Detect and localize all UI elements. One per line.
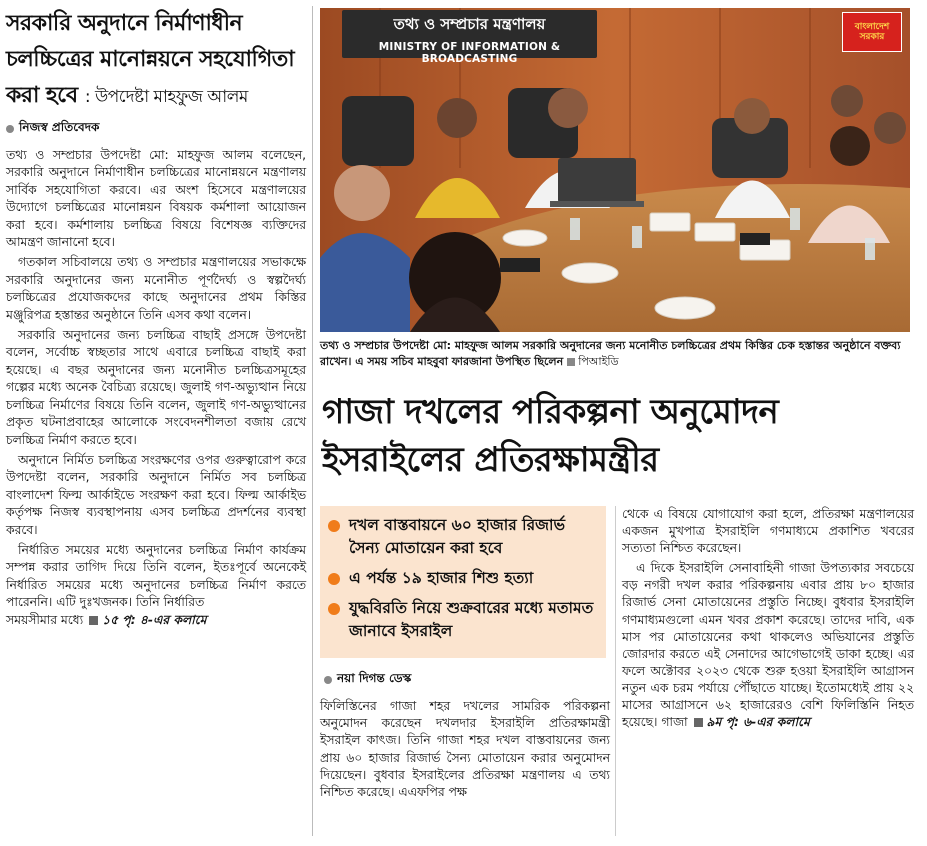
gaza-headline bbox=[322, 388, 917, 484]
paragraph: গতকাল সচিবালয়ে তথ্য ও সম্প্রচার মন্ত্রণালয়ের সভাকক্ষে সরকারি অনুদানের জন্য মনোনীত পূর্ণদৈর্ঘ্য ও স্বল্পদৈর্ঘ্য চলচ্চিত্রের প্রযোজকদের কাছে অনুদানের প্রথম কিস্তির মঞ্জুরিপত্র হস্তান্তর অনুষ্ঠানে তিনি এসব কথা বলেন। bbox=[6, 255, 306, 322]
highlight-text: এ পর্যন্ত ১৯ হাজার শিশু হত্যা bbox=[349, 569, 534, 587]
continuation-square-icon bbox=[694, 718, 703, 727]
meeting-photo bbox=[320, 8, 910, 332]
film-grant-article bbox=[6, 6, 306, 840]
ministry-name-bangla: তথ্য ও সম্প্রচার মন্ত্রণালয় bbox=[393, 15, 546, 33]
headline-attribution: : উপদেষ্টা মাহফুজ আলম bbox=[84, 87, 248, 107]
highlights-box bbox=[320, 506, 606, 658]
byline-text: নয়া দিগন্ত ডেস্ক bbox=[337, 671, 412, 685]
gaza-body-right bbox=[622, 506, 914, 734]
headline-line: ইসরাইলের প্রতিরক্ষামন্ত্রীর bbox=[322, 440, 659, 480]
photo-caption bbox=[320, 338, 912, 370]
ministry-name-english: MINISTRY OF INFORMATION & BROADCASTING bbox=[378, 41, 561, 65]
headline-line: গাজা দখলের পরিকল্পনা অনুমোদন bbox=[322, 392, 779, 432]
headline-line bbox=[6, 78, 306, 115]
bullet-icon bbox=[6, 125, 14, 133]
paragraph: নির্ধারিত সময়ের মধ্যে অনুদানের চলচ্চিত্র নির্মাণ কার্যক্রম সম্পন্ন করার তাগিদ দিয়ে তিনি বলেন, ইতঃপূর্বে অনেকেই নির্ধারিত সময়ের মধ্যে অনুদানের চলচ্চিত্র নির্মাণ করতে পারেননি। এটি দুঃখজনক। তিনি নির্ধারিত bbox=[6, 542, 306, 610]
paragraph: অনুদানে নির্মিত চলচ্চিত্র সংরক্ষণের ওপর গুরুত্বারোপ করে উপদেষ্টা বলেন, সরকারি অনুদানে নির্মিত সব চলচ্চিত্র বাংলাদেশ ফিল্ম আর্কাইভে সংরক্ষণ করা হবে। ফিল্ম আর্কাইভ কর্তৃপক্ষ নিজস্ব ব্যবস্থাপনায় এসব চলচ্চিত্র প্রদর্শনের ব্যবস্থা করবে। bbox=[6, 452, 306, 537]
orange-bullet-icon bbox=[328, 520, 340, 532]
headline-line: সরকারি অনুদানে নির্মাণাধীন bbox=[6, 11, 243, 36]
government-logo: বাংলাদেশ সরকার bbox=[842, 12, 902, 52]
paragraph: ফিলিস্তিনের গাজা শহর দখলের সামরিক পরিকল্পনা অনুমোদন করেছেন দখলদার ইসরাইলি প্রতিরক্ষামন্ত্রী ইসরাইল কাৎজ। তিনি গাজা শহর দখল বাস্তবায়নের জন্য প্রায় ৬০ হাজার রিজার্ভ সৈন্য মোতায়েন করার অনুমোদন দিয়েছেন। বুধবার ইসরাইলের প্রতিরক্ষা মন্ত্রণালয় এ তথ্য নিশ্চিত করেছে। এএফপির পক্ষ bbox=[320, 699, 610, 800]
highlight-item bbox=[328, 514, 598, 560]
continuation-text: সময়সীমার মধ্যে bbox=[6, 612, 84, 627]
column-divider bbox=[312, 6, 313, 836]
film-grant-headline bbox=[6, 6, 306, 115]
paragraph: থেকে এ বিষয়ে যোগাযোগ করা হলে, প্রতিরক্ষা মন্ত্রণালয়ের একজন মুখপাত্র ইসরাইলি গণমাধ্যমে প্রকাশিত খবরের সত্যতা নিশ্চিত করেছেন। bbox=[622, 507, 914, 556]
continuation-ref[interactable]: ৯ম পৃ: ৬-এর কলামে bbox=[706, 715, 810, 730]
column-divider bbox=[615, 506, 616, 836]
headline-last: করা হবে bbox=[6, 83, 78, 108]
highlight-text: দখল বাস্তবায়নে ৬০ হাজার রিজার্ভ সৈন্য মোতায়েন করা হবে bbox=[349, 516, 566, 557]
bullet-icon bbox=[324, 676, 332, 684]
highlight-item bbox=[328, 597, 598, 643]
paragraph: তথ্য ও সম্প্রচার উপদেষ্টা মো: মাহফুজ আলম বলেছেন, সরকারি অনুদানে নির্মাণাধীন চলচ্চিত্রের মানোন্নয়নে মন্ত্রণালয় সার্বিক সহযোগিতা করবে। এর অংশ হিসেবে মন্ত্রণালয়ের উদ্যোগে চলচ্চিত্রের মানোন্নয়ন বিষয়ক কর্মশালা আয়োজন করা হবে। কর্মশালায় চলচ্চিত্র বিষয়ে বিশেষজ্ঞ ব্যক্তিদের আমন্ত্রণ জানানো হবে। bbox=[6, 148, 306, 250]
headline-line: চলচ্চিত্রের মানোন্নয়নে সহযোগিতা bbox=[6, 47, 295, 72]
caption-text: তথ্য ও সম্প্রচার উপদেষ্টা মো: মাহফুজ আলম সরকারি অনুদানের জন্য মনোনীত চলচ্চিত্রের প্রথম কিস্তির চেক হস্তান্তর অনুষ্ঠানে বক্তব্য রাখেন। এ সময় সচিব মাহবুবা ফারজানা উপস্থিত ছিলেন bbox=[320, 339, 901, 368]
photo-credit: পিআইডি bbox=[578, 355, 619, 368]
gaza-byline bbox=[320, 670, 610, 690]
film-grant-byline bbox=[6, 119, 306, 139]
film-grant-body bbox=[6, 147, 306, 629]
paragraph: সরকারি অনুদানের জন্য চলচ্চিত্র বাছাই প্রসঙ্গে উপদেষ্টা বলেন, সর্বোচ্চ স্বচ্ছতার সাথে এবারে চলচ্চিত্র বাছাই করা হয়েছে। এ বছর অনুদানের জন্য মনোনীত চলচ্চিত্রসমূহের গল্পের মধ্যে অনেক বৈচিত্র্য রয়েছে। জুলাই গণ-অভ্যুত্থান নিয়ে চলচ্চিত্র নির্মাণের বিষয়ে তিনি বলেন, জুলাই গণ-অভ্যুত্থানের প্রকৃত ঘটনাপ্রবাহের আলোকে সংবেদনশীলতা বজায় রেখে চলচ্চিত্র নির্মাণ করতে হবে। bbox=[6, 328, 306, 447]
paragraph-text: এ দিকে ইসরাইলি সেনাবাহিনী গাজা উপত্যকার সবচেয়ে বড় নগরী দখল করার পরিকল্পনায় এবার প্রায় ৮০ হাজার রিজার্ভ সেনা মোতায়েনের প্রস্তুতি নিচ্ছে। বুধবার ইসরাইলি গণমাধ্যমগুলো এমন খবর প্রকাশ করেছে। তাদের দাবি, এক মাস পর মোতায়েনের কথা থাকলেও অভিযানের প্রস্তুতি জোরদার করতে এই সেনাদের আগেভাগেই ডাকা হচ্ছে। এর ফলে অক্টোবর ২০২৩ থেকে শুরু হওয়া ইসরাইলি আগ্রাসন নতুন এক চরম পর্যায়ে পৌঁছাতে যাচ্ছে। ইতোমধ্যেই প্রায় ২২ মাসের আগ্রাসনে ৬২ হাজারেরও বেশি ফিলিস্তিনি নিহত হয়েছে। গাজা bbox=[622, 561, 914, 730]
caption-square-icon bbox=[567, 358, 575, 366]
byline-text: নিজস্ব প্রতিবেদক bbox=[19, 120, 100, 134]
continuation-line bbox=[6, 612, 306, 629]
gaza-body-left bbox=[320, 670, 610, 801]
paragraph bbox=[622, 560, 914, 731]
orange-bullet-icon bbox=[328, 573, 340, 585]
continuation-ref[interactable]: ১৫ পৃ: ৪-এর কলামে bbox=[102, 612, 207, 627]
continuation-square-icon bbox=[89, 616, 98, 625]
highlight-text: যুদ্ধবিরতি নিয়ে শুক্রবারের মধ্যে মতামত জানাবে ইসরাইল bbox=[349, 599, 594, 640]
ministry-signboard bbox=[342, 10, 597, 65]
orange-bullet-icon bbox=[328, 603, 340, 615]
highlight-item bbox=[328, 567, 598, 590]
